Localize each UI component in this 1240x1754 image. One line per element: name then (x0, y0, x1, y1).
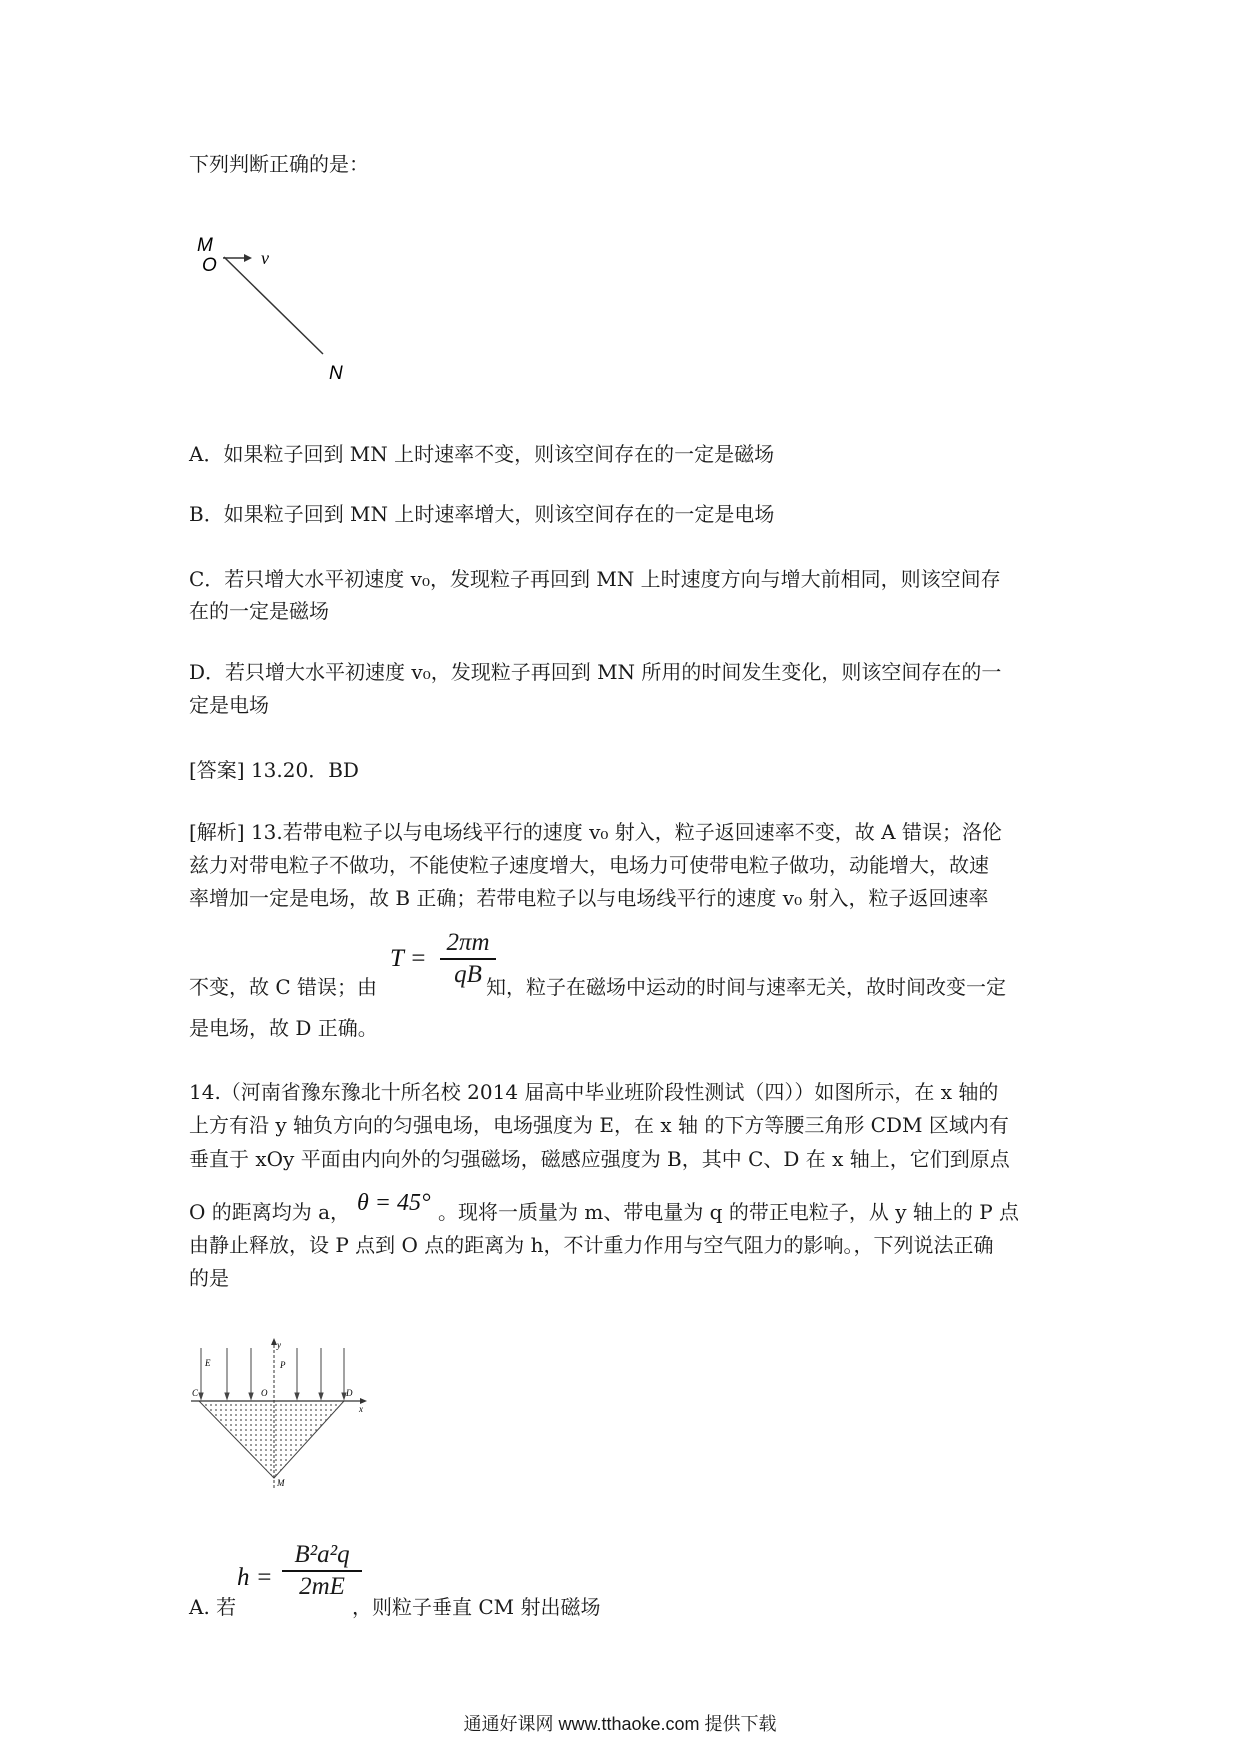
analysis-line3: 率增加一定是电场，故 B 正确；若带电粒子以与电场线平行的速度 v₀ 射入，粒子返回速率 (189, 886, 989, 910)
analysis-line4-before: 不变，故 C 错误；由 (189, 975, 378, 999)
q14-line6: 的是 (189, 1266, 229, 1290)
formula-h-lhs: h = (237, 1564, 273, 1591)
option-d-line1: D．若只增大水平初速度 v₀，发现粒子再回到 MN 所用的时间发生变化，则该空间存在的一 (189, 660, 1002, 684)
option-d-line2: 定是电场 (189, 693, 269, 717)
formula-h-denominator: 2mE (299, 1572, 345, 1600)
analysis-line2: 兹力对带电粒子不做功，不能使粒子速度增大，电场力可使带电粒子做功，动能增大，故速 (189, 853, 989, 877)
theta-formula: θ = 45° (357, 1190, 431, 1216)
mn-line (224, 257, 323, 354)
option-c-line1: C．若只增大水平初速度 v₀，发现粒子再回到 MN 上时速度方向与增大前相同，则该空间存 (189, 567, 1001, 591)
analysis-line1: [解析] 13.若带电粒子以与电场线平行的速度 v₀ 射入，粒子返回速率不变，故 A 错误；洛伦 (189, 820, 1002, 844)
label-v: v (261, 248, 269, 268)
electric-field-lines (199, 1348, 346, 1399)
formula-t-numerator: 2πm (446, 929, 490, 956)
label-p: P (280, 1360, 286, 1370)
label-m: M (197, 235, 213, 256)
formula-h-numerator: B²a²q (294, 1541, 350, 1568)
label-e: E (205, 1358, 211, 1368)
analysis-line5: 是电场，故 D 正确。 (189, 1016, 378, 1040)
option-b: B．如果粒子回到 MN 上时速率增大，则该空间存在的一定是电场 (189, 502, 775, 526)
q14-line2: 上方有沿 y 轴负方向的匀强电场，电场强度为 E，在 x 轴 的下方等腰三角形 CDM 区域内有 (189, 1113, 1009, 1137)
q14-line3: 垂直于 xOy 平面由内向外的匀强磁场，磁感应强度为 B，其中 C、D 在 x 轴上，它们到原点 (189, 1147, 1010, 1171)
label-o2: O (261, 1388, 268, 1398)
cdm-figure (189, 1338, 369, 1493)
formula-t-lhs: T = (390, 945, 427, 972)
option-c-line2: 在的一定是磁场 (189, 599, 329, 623)
option-a: A．如果粒子回到 MN 上时速率不变，则该空间存在的一定是磁场 (189, 442, 775, 466)
cdm-diagram (189, 1338, 369, 1493)
formula-t-denominator: qB (454, 960, 482, 988)
analysis-line4-after: 知，粒子在磁场中运动的时间与速率无关，故时间改变一定 (486, 975, 1006, 999)
label-c: C (192, 1388, 199, 1398)
label-y: y (277, 1340, 281, 1350)
q14-line4-before: O 的距离均为 a， (189, 1200, 351, 1224)
q14-option-a-prefix: A. 若 (189, 1595, 237, 1619)
velocity-arrowhead (244, 254, 252, 262)
label-n: N (329, 363, 343, 382)
answer: [答案] 13.20．BD (189, 758, 359, 782)
q14-line5: 由静止释放，设 P 点到 O 点的距离为 h，不计重力作用与空气阻力的影响。，下列说法正确 (189, 1233, 994, 1257)
question-prompt: 下列判断正确的是： (189, 152, 369, 176)
label-o: O (202, 255, 217, 276)
footer-watermark: 通通好课网 www.tthaoke.com 提供下载 (463, 1714, 777, 1734)
label-d: D (346, 1388, 353, 1398)
magnetic-region (199, 1401, 344, 1478)
label-m2: M (277, 1478, 285, 1488)
mn-figure (189, 232, 359, 382)
q14-option-a-suffix: ，则粒子垂直 CM 射出磁场 (352, 1595, 601, 1619)
mn-diagram (189, 232, 359, 382)
label-x: x (359, 1404, 363, 1414)
q14-line1: 14.（河南省豫东豫北十所名校 2014 届高中毕业班阶段性测试（四））如图所示，在 x 轴的 (189, 1080, 999, 1104)
formula-h-fraction (282, 1540, 362, 1602)
q14-line4-after: 。现将一质量为 m、带电量为 q 的带正电粒子，从 y 轴上的 P 点 (438, 1200, 1020, 1224)
